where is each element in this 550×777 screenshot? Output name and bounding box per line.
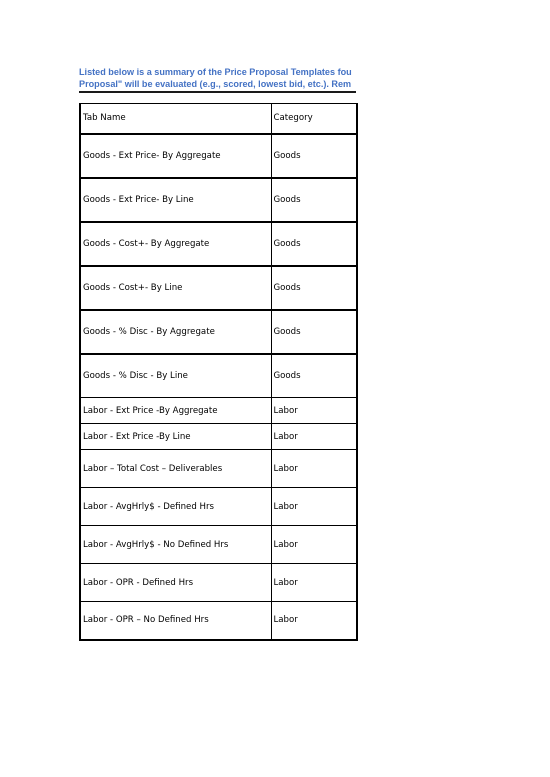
tab-name-cell: Labor - Ext Price -By Line xyxy=(80,424,271,450)
table-row xyxy=(80,526,357,564)
category-cell: Labor xyxy=(271,564,357,602)
tab-name-cell: Goods - Cost+- By Aggregate xyxy=(80,222,271,266)
tab-name-cell: Labor - OPR – No Defined Hrs xyxy=(80,602,271,640)
category-cell: Goods xyxy=(271,266,357,310)
category-cell: Labor xyxy=(271,526,357,564)
tab-name-cell: Goods - Ext Price- By Line xyxy=(80,178,271,222)
category-cell: Labor xyxy=(271,602,357,640)
header-category: Category xyxy=(271,104,357,134)
tab-name-cell: Labor - Ext Price -By Aggregate xyxy=(80,398,271,424)
category-cell: Labor xyxy=(271,488,357,526)
table-row xyxy=(80,424,357,450)
category-cell: Labor xyxy=(271,398,357,424)
table-row xyxy=(80,310,357,354)
tab-name-cell: Labor - AvgHrly$ - Defined Hrs xyxy=(80,488,271,526)
template-summary-table xyxy=(79,103,358,641)
intro-text xyxy=(79,66,356,90)
tab-name-cell: Labor - AvgHrly$ - No Defined Hrs xyxy=(80,526,271,564)
intro-line-1: Listed below is a summary of the Price Proposal Templates fou xyxy=(79,67,352,77)
table-row xyxy=(80,564,357,602)
header-tab-name: Tab Name xyxy=(80,104,271,134)
tab-name-cell: Goods - % Disc - By Aggregate xyxy=(80,310,271,354)
table-row xyxy=(80,602,357,640)
table-row xyxy=(80,488,357,526)
table-header-row xyxy=(80,104,357,134)
category-cell: Labor xyxy=(271,424,357,450)
tab-name-cell: Goods - Cost+- By Line xyxy=(80,266,271,310)
category-cell: Goods xyxy=(271,134,357,178)
table-row xyxy=(80,222,357,266)
tab-name-cell: Labor – Total Cost – Deliverables xyxy=(80,450,271,488)
tab-name-cell: Labor - OPR - Defined Hrs xyxy=(80,564,271,602)
category-cell: Goods xyxy=(271,222,357,266)
table-row xyxy=(80,134,357,178)
table-row xyxy=(80,266,357,310)
tab-name-cell: Goods - Ext Price- By Aggregate xyxy=(80,134,271,178)
table-row xyxy=(80,450,357,488)
intro-line-2: Proposal" will be evaluated (e.g., scored, lowest bid, etc.). Rem xyxy=(79,79,352,89)
tab-name-cell: Goods - % Disc - By Line xyxy=(80,354,271,398)
intro-divider xyxy=(79,91,356,93)
category-cell: Goods xyxy=(271,178,357,222)
table-row xyxy=(80,178,357,222)
category-cell: Goods xyxy=(271,310,357,354)
category-cell: Labor xyxy=(271,450,357,488)
table-row xyxy=(80,354,357,398)
category-cell: Goods xyxy=(271,354,357,398)
table-row xyxy=(80,398,357,424)
